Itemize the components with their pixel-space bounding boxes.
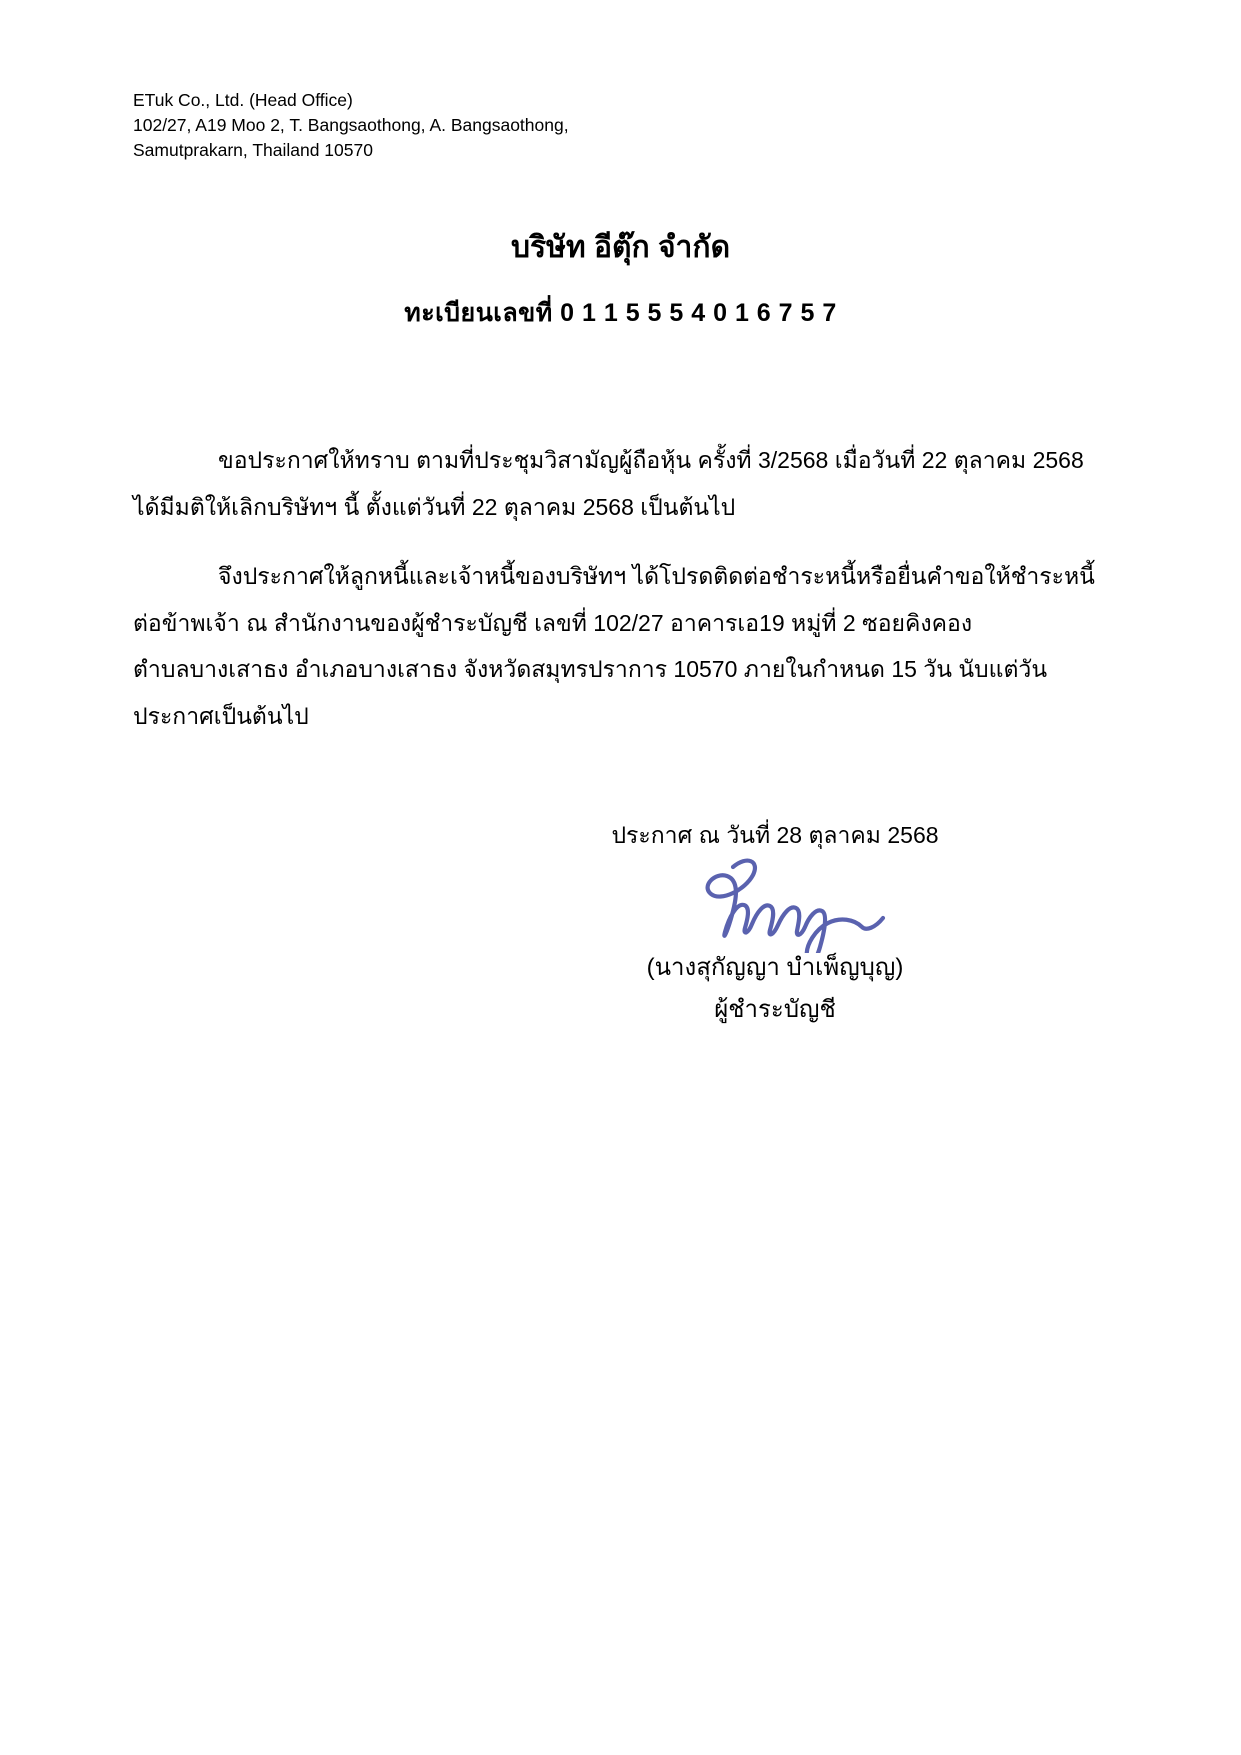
signature-image — [655, 853, 890, 953]
handwritten-signature-icon — [655, 853, 890, 953]
paragraph-line: จึงประกาศให้ลูกหนี้และเจ้าหนี้ของบริษัทฯ ได้โปรดติดต่อชำระหนี้หรือยื่นคำขอให้ชำระหนี้ — [218, 563, 1095, 589]
paragraph-resolution — [133, 437, 1133, 530]
paragraph-line: ขอประกาศให้ทราบ ตามที่ประชุมวิสามัญผู้ถือหุ้น ครั้งที่ 3/2568 เมื่อวันที่ 22 ตุลาคม 2568 — [218, 447, 1084, 473]
paragraph-line: ตำบลบางเสาธง อำเภอบางเสาธง จังหวัดสมุทรปราการ 10570 ภายในกำหนด 15 วัน นับแต่วัน — [133, 656, 1048, 682]
paragraph-line: ต่อข้าพเจ้า ณ สำนักงานของผู้ชำระบัญชี เลขที่ 102/27 อาคารเอ19 หมู่ที่ 2 ซอยคิงคอง — [133, 609, 973, 636]
signer-name: (นางสุกัญญา บำเพ็ญบุญ) — [646, 954, 904, 981]
letterhead — [133, 88, 569, 163]
signer-title-liquidator: ผู้ชำระบัญชี — [714, 996, 836, 1023]
letterhead-address-line2: Samutprakarn, Thailand 10570 — [133, 140, 373, 160]
paragraph-line: ได้มีมติให้เลิกบริษัทฯ นี้ ตั้งแต่วันที่ 22 ตุลาคม 2568 เป็นต้นไป — [133, 493, 736, 520]
letterhead-address-line1: 102/27, A19 Moo 2, T. Bangsaothong, A. Bangsaothong, — [133, 115, 569, 135]
signature-stroke — [708, 861, 883, 953]
paragraph-line: ประกาศเป็นต้นไป — [133, 702, 309, 729]
announcement-date-line: ประกาศ ณ วันที่ 28 ตุลาคม 2568 — [611, 822, 939, 848]
registration-number-line: ทะเบียนเลขที่ 0 1 1 5 5 5 4 0 1 6 7 5 7 — [404, 299, 837, 327]
company-title-thai: บริษัท อีตุ๊ก จำกัด — [510, 231, 731, 264]
letterhead-company-name: ETuk Co., Ltd. (Head Office) — [133, 90, 353, 110]
paragraph-creditors-notice — [133, 553, 1133, 739]
